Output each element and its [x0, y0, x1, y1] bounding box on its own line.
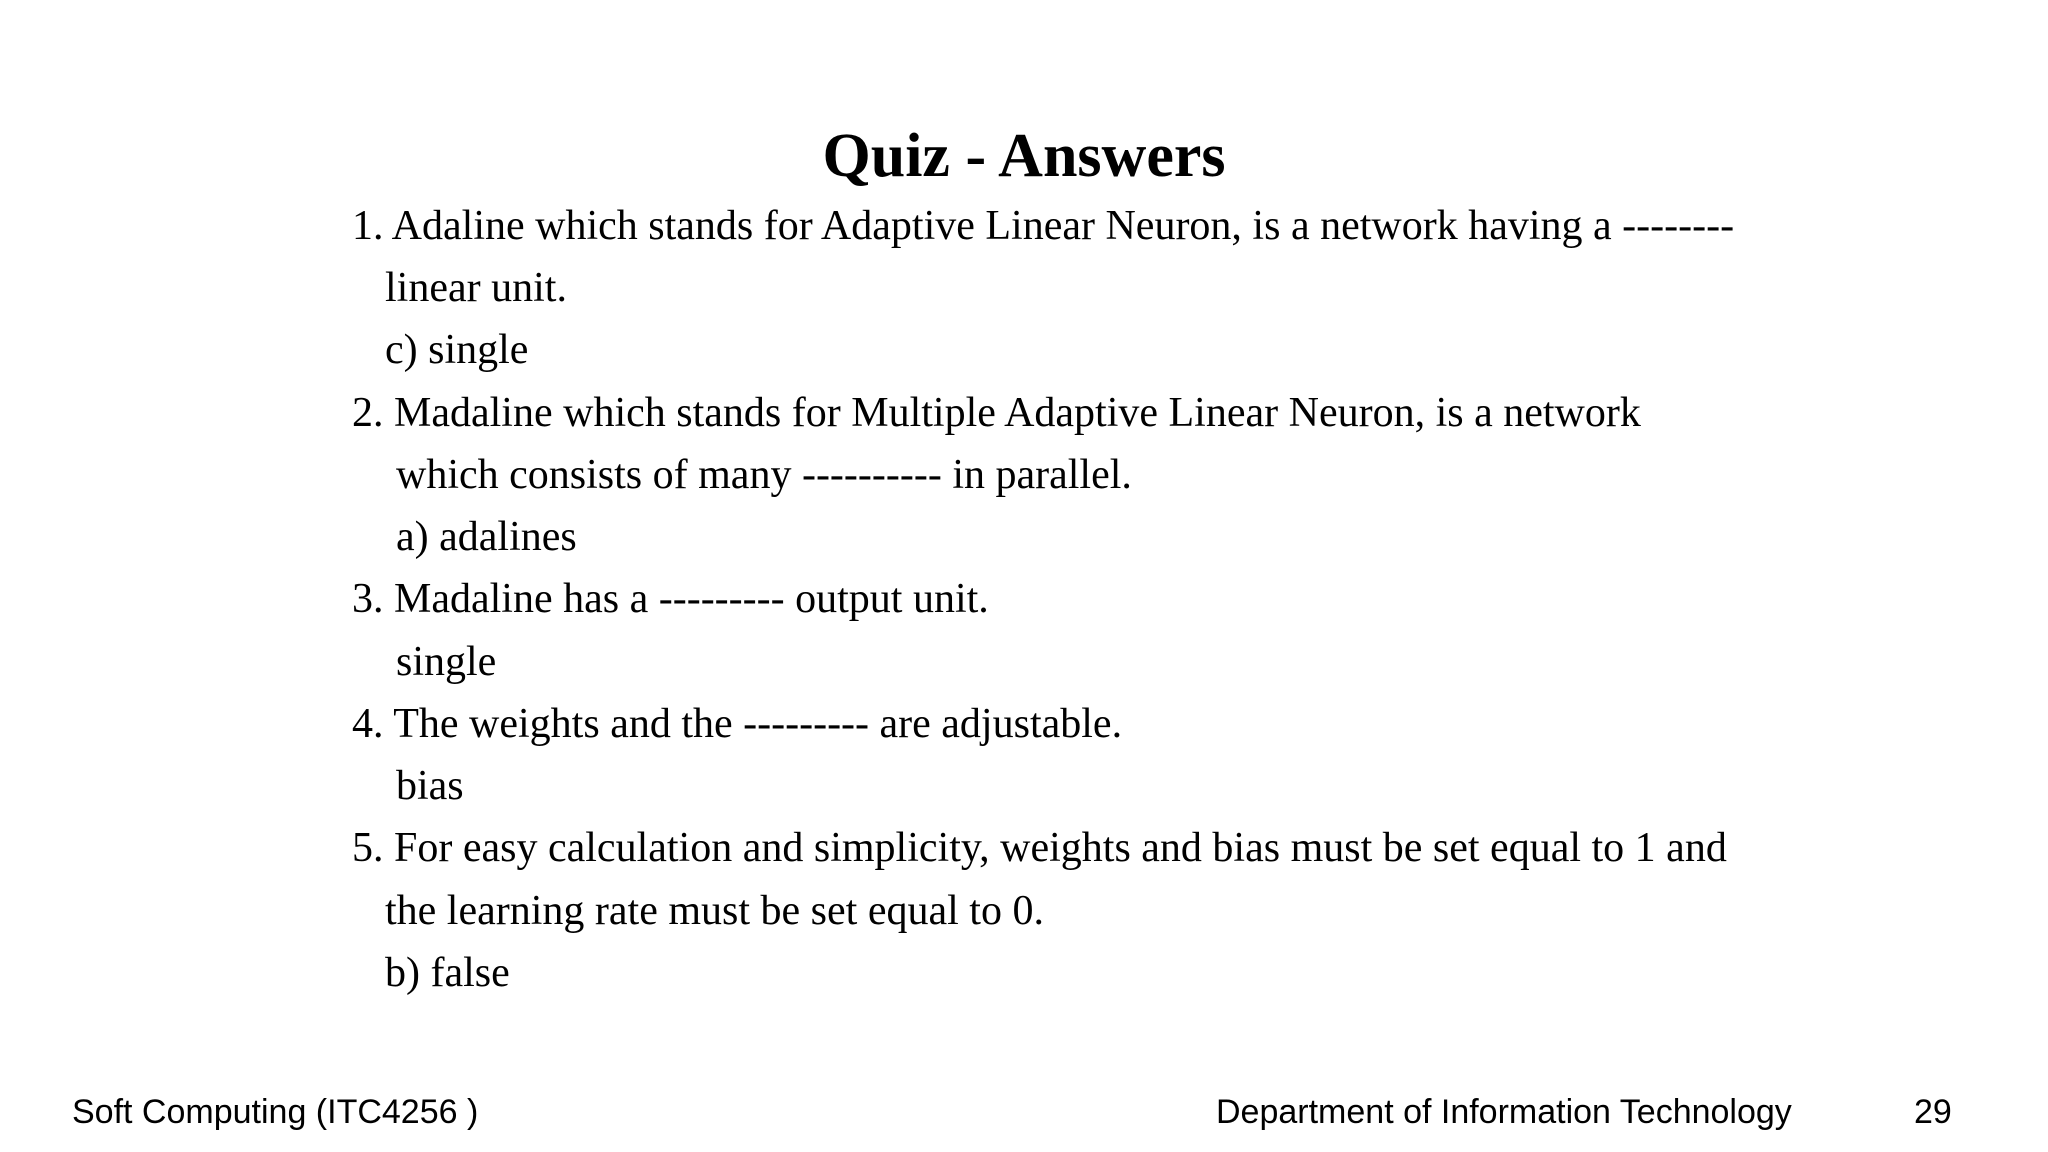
answer-4: bias — [396, 763, 464, 809]
page-number: 29 — [1914, 1093, 1952, 1131]
answer-2: a) adalines — [396, 514, 577, 560]
footer-course: Soft Computing (ITC4256 ) — [72, 1093, 479, 1131]
question-2-line-2: which consists of many ---------- in parallel. — [396, 452, 1132, 498]
question-5-line-1: 5. For easy calculation and simplicity, weights and bias must be set equal to 1 and — [352, 825, 1727, 871]
footer-department: Department of Information Technology — [1216, 1093, 1792, 1131]
question-2-line-1: 2. Madaline which stands for Multiple Adaptive Linear Neuron, is a network — [352, 390, 1641, 436]
answer-1: c) single — [385, 327, 529, 373]
slide-title: Quiz - Answers — [822, 122, 1226, 190]
question-1-line-1: 1. Adaline which stands for Adaptive Linear Neuron, is a network having a -------- — [352, 203, 1735, 249]
question-1-line-2: linear unit. — [385, 265, 567, 311]
answer-5: b) false — [385, 950, 510, 996]
answer-3: single — [396, 639, 497, 685]
question-4-line-1: 4. The weights and the --------- are adjustable. — [352, 701, 1123, 747]
question-5-line-2: the learning rate must be set equal to 0. — [385, 888, 1044, 934]
question-3-line-1: 3. Madaline has a --------- output unit. — [352, 576, 989, 622]
